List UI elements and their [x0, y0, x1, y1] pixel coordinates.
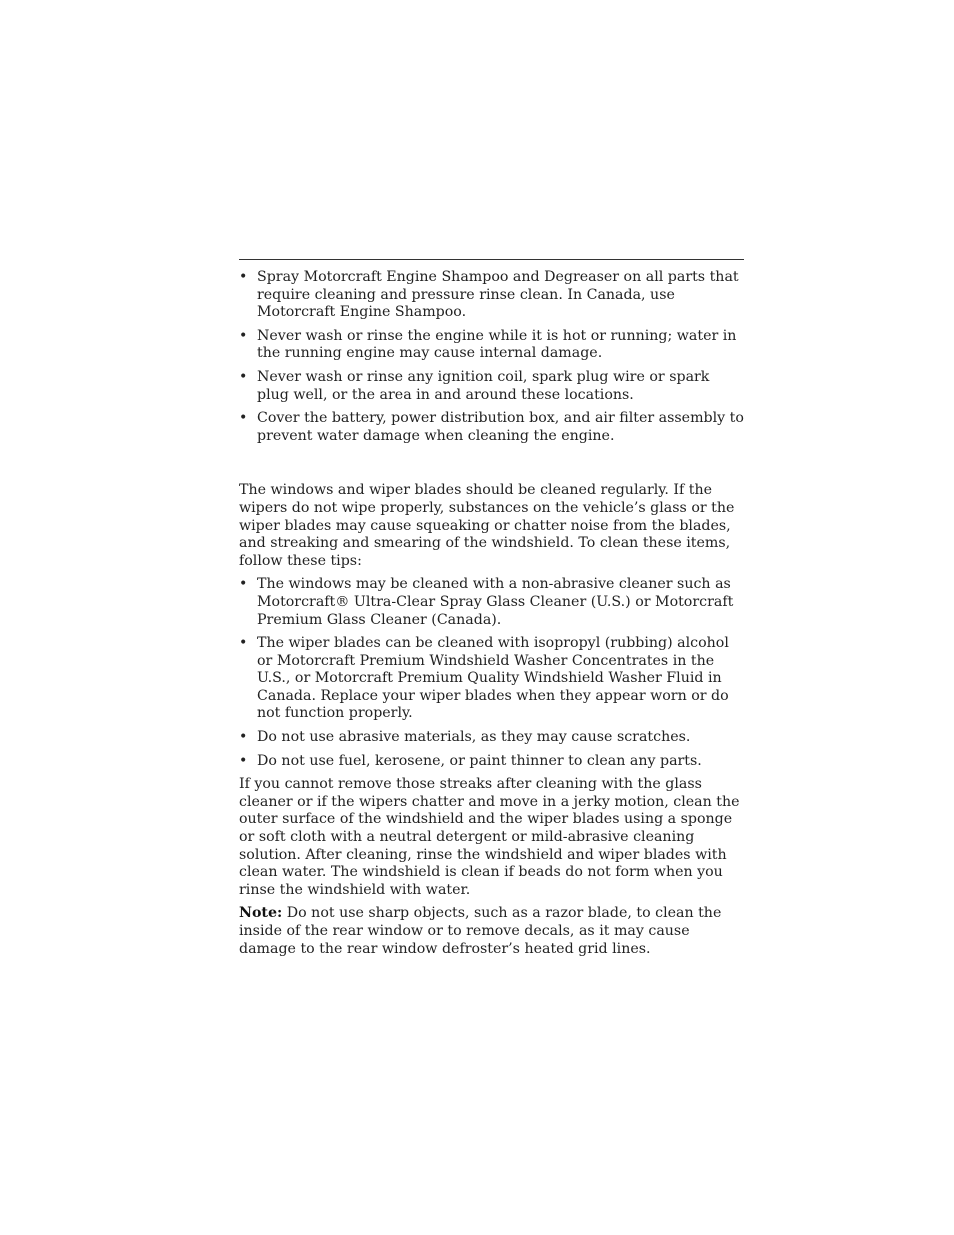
manual-page-content: [239, 259, 744, 964]
section-divider: [239, 259, 744, 260]
list-item-text: Spray Motorcraft Engine Shampoo and Degreaser on all parts that require cleaning and pressure rinse clean. In Canada, use Motorcraft Engine Shampoo.: [257, 269, 739, 321]
list-item: [239, 729, 744, 747]
bullet-icon: •: [239, 635, 248, 652]
list-item: [239, 635, 744, 723]
list-item-text: The wiper blades can be cleaned with isopropyl (rubbing) alcohol or Motorcraft Premium Windshield Washer Concentrates in the U.S., or Motorcraft Premium Quality Windshield Washer Fluid in Canada. Replace your wiper blades when they appear worn or do not function properly.: [257, 635, 729, 722]
bullet-icon: •: [239, 327, 248, 344]
section-gap: [239, 451, 744, 482]
list-item-text: Do not use fuel, kerosene, or paint thinner to clean any parts.: [257, 752, 702, 769]
list-item: [239, 576, 744, 629]
list-item: [239, 753, 744, 771]
note-paragraph: [239, 905, 744, 958]
list-item: [239, 269, 744, 322]
windows-intro-paragraph: The windows and wiper blades should be cleaned regularly. If the wipers do not wipe properly, substances on the vehicle’s glass or the wiper blades may cause squeaking or chatter noise from the blades, and streaking and smearing of the windshield. To clean these items, follow these tips:: [239, 482, 735, 569]
list-item-text: Never wash or rinse any ignition coil, spark plug wire or spark plug well, or the area in and around these locations.: [257, 368, 710, 403]
list-item: [239, 369, 744, 404]
bullet-icon: •: [239, 269, 248, 285]
note-text: Do not use sharp objects, such as a razor blade, to clean the inside of the rear window or to remove decals, as it may cause damage to the rear window defroster’s heated grid lines.: [239, 905, 722, 957]
bullet-icon: •: [239, 576, 248, 593]
bullet-icon: •: [239, 410, 248, 427]
list-item-text: The windows may be cleaned with a non-abrasive cleaner such as Motorcraft® Ultra-Clear Spray Glass Cleaner (U.S.) or Motorcraft Premium Glass Cleaner (Canada).: [257, 576, 734, 628]
list-item-text: Never wash or rinse the engine while it is hot or running; water in the running engine may cause internal damage.: [257, 327, 737, 362]
engine-cleaning-list: [239, 269, 744, 445]
bullet-icon: •: [239, 368, 248, 385]
list-item-text: Do not use abrasive materials, as they may cause scratches.: [257, 729, 691, 746]
list-item-text: Cover the battery, power distribution box, and air filter assembly to prevent water damage when cleaning the engine.: [257, 410, 744, 444]
bullet-icon: •: [239, 729, 248, 746]
streaks-paragraph: If you cannot remove those streaks after cleaning with the glass cleaner or if the wipers chatter and move in a jerky motion, clean the outer surface of the windshield and the wiper blades using a sponge or soft cloth with a neutral detergent or mild-abrasive cleaning solution. After cleaning, rinse the windshield and wiper blades with clean water. The windshield is clean if beads do not form when you rinse the windshield with water.: [239, 776, 740, 898]
bullet-icon: •: [239, 752, 248, 769]
list-item: [239, 410, 744, 445]
windows-cleaning-list: [239, 576, 744, 770]
list-item: [239, 328, 744, 363]
note-label: Note:: [239, 905, 283, 922]
